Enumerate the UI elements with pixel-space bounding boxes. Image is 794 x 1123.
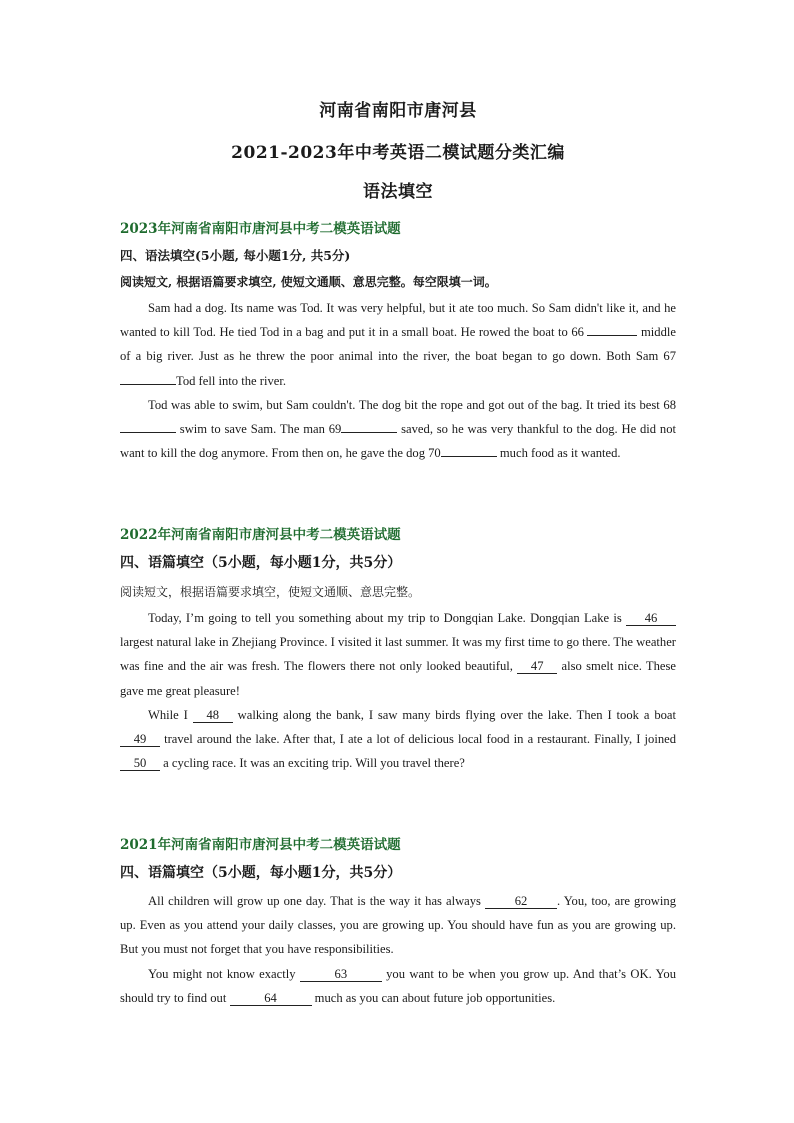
section-2022-subheading: 四、语篇填空（5小题，每小题1分，共5分） — [120, 555, 402, 571]
text-run: Tod fell into the river. — [176, 373, 286, 388]
blank-70[interactable] — [441, 442, 497, 457]
section-2023-subheading: 四、语法填空(5小题, 每小题1分, 共5分) — [120, 248, 351, 263]
text-run: swim to save Sam. The man 69 — [176, 422, 342, 437]
section-2021-paragraph-2 — [120, 962, 676, 1010]
text-run: Tod was able to swim, but Sam couldn't. The dog bit the rope and got out of the bag. It tried its best 68 — [148, 398, 676, 412]
document-title-line-2: 2021-2023年中考英语二模试题分类汇编 — [231, 143, 565, 163]
blank-67[interactable] — [120, 370, 176, 385]
text-run: walking along the bank, I saw many birds flying over the lake. Then I took a boat — [232, 708, 676, 722]
blank-47[interactable]: 47 — [517, 659, 557, 674]
text-run: also smelt nice. These gave me great pleasure! — [120, 659, 676, 698]
section-2022-instruction: 阅读短文，根据语篇要求填空，使短文通顺、意思完整。 — [120, 585, 421, 599]
section-2021-subheading: 四、语篇填空（5小题，每小题1分，共5分） — [120, 865, 402, 881]
section-2022-heading: 2022年河南省南阳市唐河县中考二模英语试题 — [120, 527, 401, 543]
section-2022-paragraph-1 — [120, 606, 676, 703]
blank-63[interactable]: 63 — [300, 967, 382, 982]
document-title-line-3: 语法填空 — [363, 182, 433, 202]
text-run: travel around the lake. After that, I ate a lot of delicious local food in a restaurant. Finally, I joined — [160, 732, 676, 747]
section-2023-instruction: 阅读短文, 根据语篇要求填空, 使短文通顺、意思完整。每空限填一词。 — [120, 275, 497, 289]
text-run: . You, too, are growing up. Even as you attend your daily classes, you are growing up. You should have fun as you are growing up. But you must not forget that you have responsibilities. — [120, 894, 676, 957]
text-run: much as you can about future job opportunities. — [311, 991, 556, 1006]
section-2023-paragraph-1 — [120, 296, 676, 393]
text-run: you want to be when you grow up. And that’s OK. You should try to find out — [120, 967, 676, 1006]
blank-66[interactable] — [587, 321, 637, 336]
text-run: much food as it wanted. — [496, 446, 621, 461]
text-run: While I — [148, 708, 193, 722]
blank-62[interactable]: 62 — [485, 894, 557, 909]
blank-64[interactable]: 64 — [230, 991, 312, 1006]
document-title-line-1: 河南省南阳市唐河县 — [319, 101, 477, 121]
section-2021-heading: 2021年河南省南阳市唐河县中考二模英语试题 — [120, 837, 401, 853]
text-run: saved, so he was very thankful to the dog. He did not want to kill the dog anymore. From then on, he gave the dog 70 — [120, 422, 677, 461]
blank-50[interactable]: 50 — [120, 756, 160, 771]
text-run: Today, I’m going to tell you something about my trip to Dongqian Lake. Dongqian Lake is — [148, 611, 626, 625]
text-run: largest natural lake in Zhejiang Province. I visited it last summer. It was my first time to go there. The weather was fine and the air was fresh. The flowers there not only looked beautiful, — [120, 635, 676, 674]
section-2021-paragraph-1 — [120, 889, 676, 962]
text-run: You might not know exactly — [148, 967, 300, 981]
blank-68[interactable] — [120, 418, 176, 433]
section-2023-paragraph-2 — [120, 393, 676, 466]
blank-69[interactable] — [341, 418, 397, 433]
text-run: All children will grow up one day. That is the way it has always — [148, 894, 485, 908]
text-run: Sam had a dog. Its name was Tod. It was very helpful, but it ate too much. So Sam didn't like it, and he wanted to kill Tod. He tied Tod in a bag and put it in a small boat. He rowed the boat to 66 — [120, 301, 676, 340]
section-2022-paragraph-2 — [120, 703, 676, 776]
text-run: a cycling race. It was an exciting trip. Will you travel there? — [160, 756, 465, 771]
blank-46[interactable]: 46 — [626, 611, 676, 626]
blank-48[interactable]: 48 — [193, 708, 233, 723]
section-2023-heading: 2023年河南省南阳市唐河县中考二模英语试题 — [120, 221, 401, 237]
text-run: middle of a big river. Just as he threw the poor animal into the river, the boat began to go down. Both Sam 67 — [120, 325, 676, 364]
blank-49[interactable]: 49 — [120, 732, 160, 747]
